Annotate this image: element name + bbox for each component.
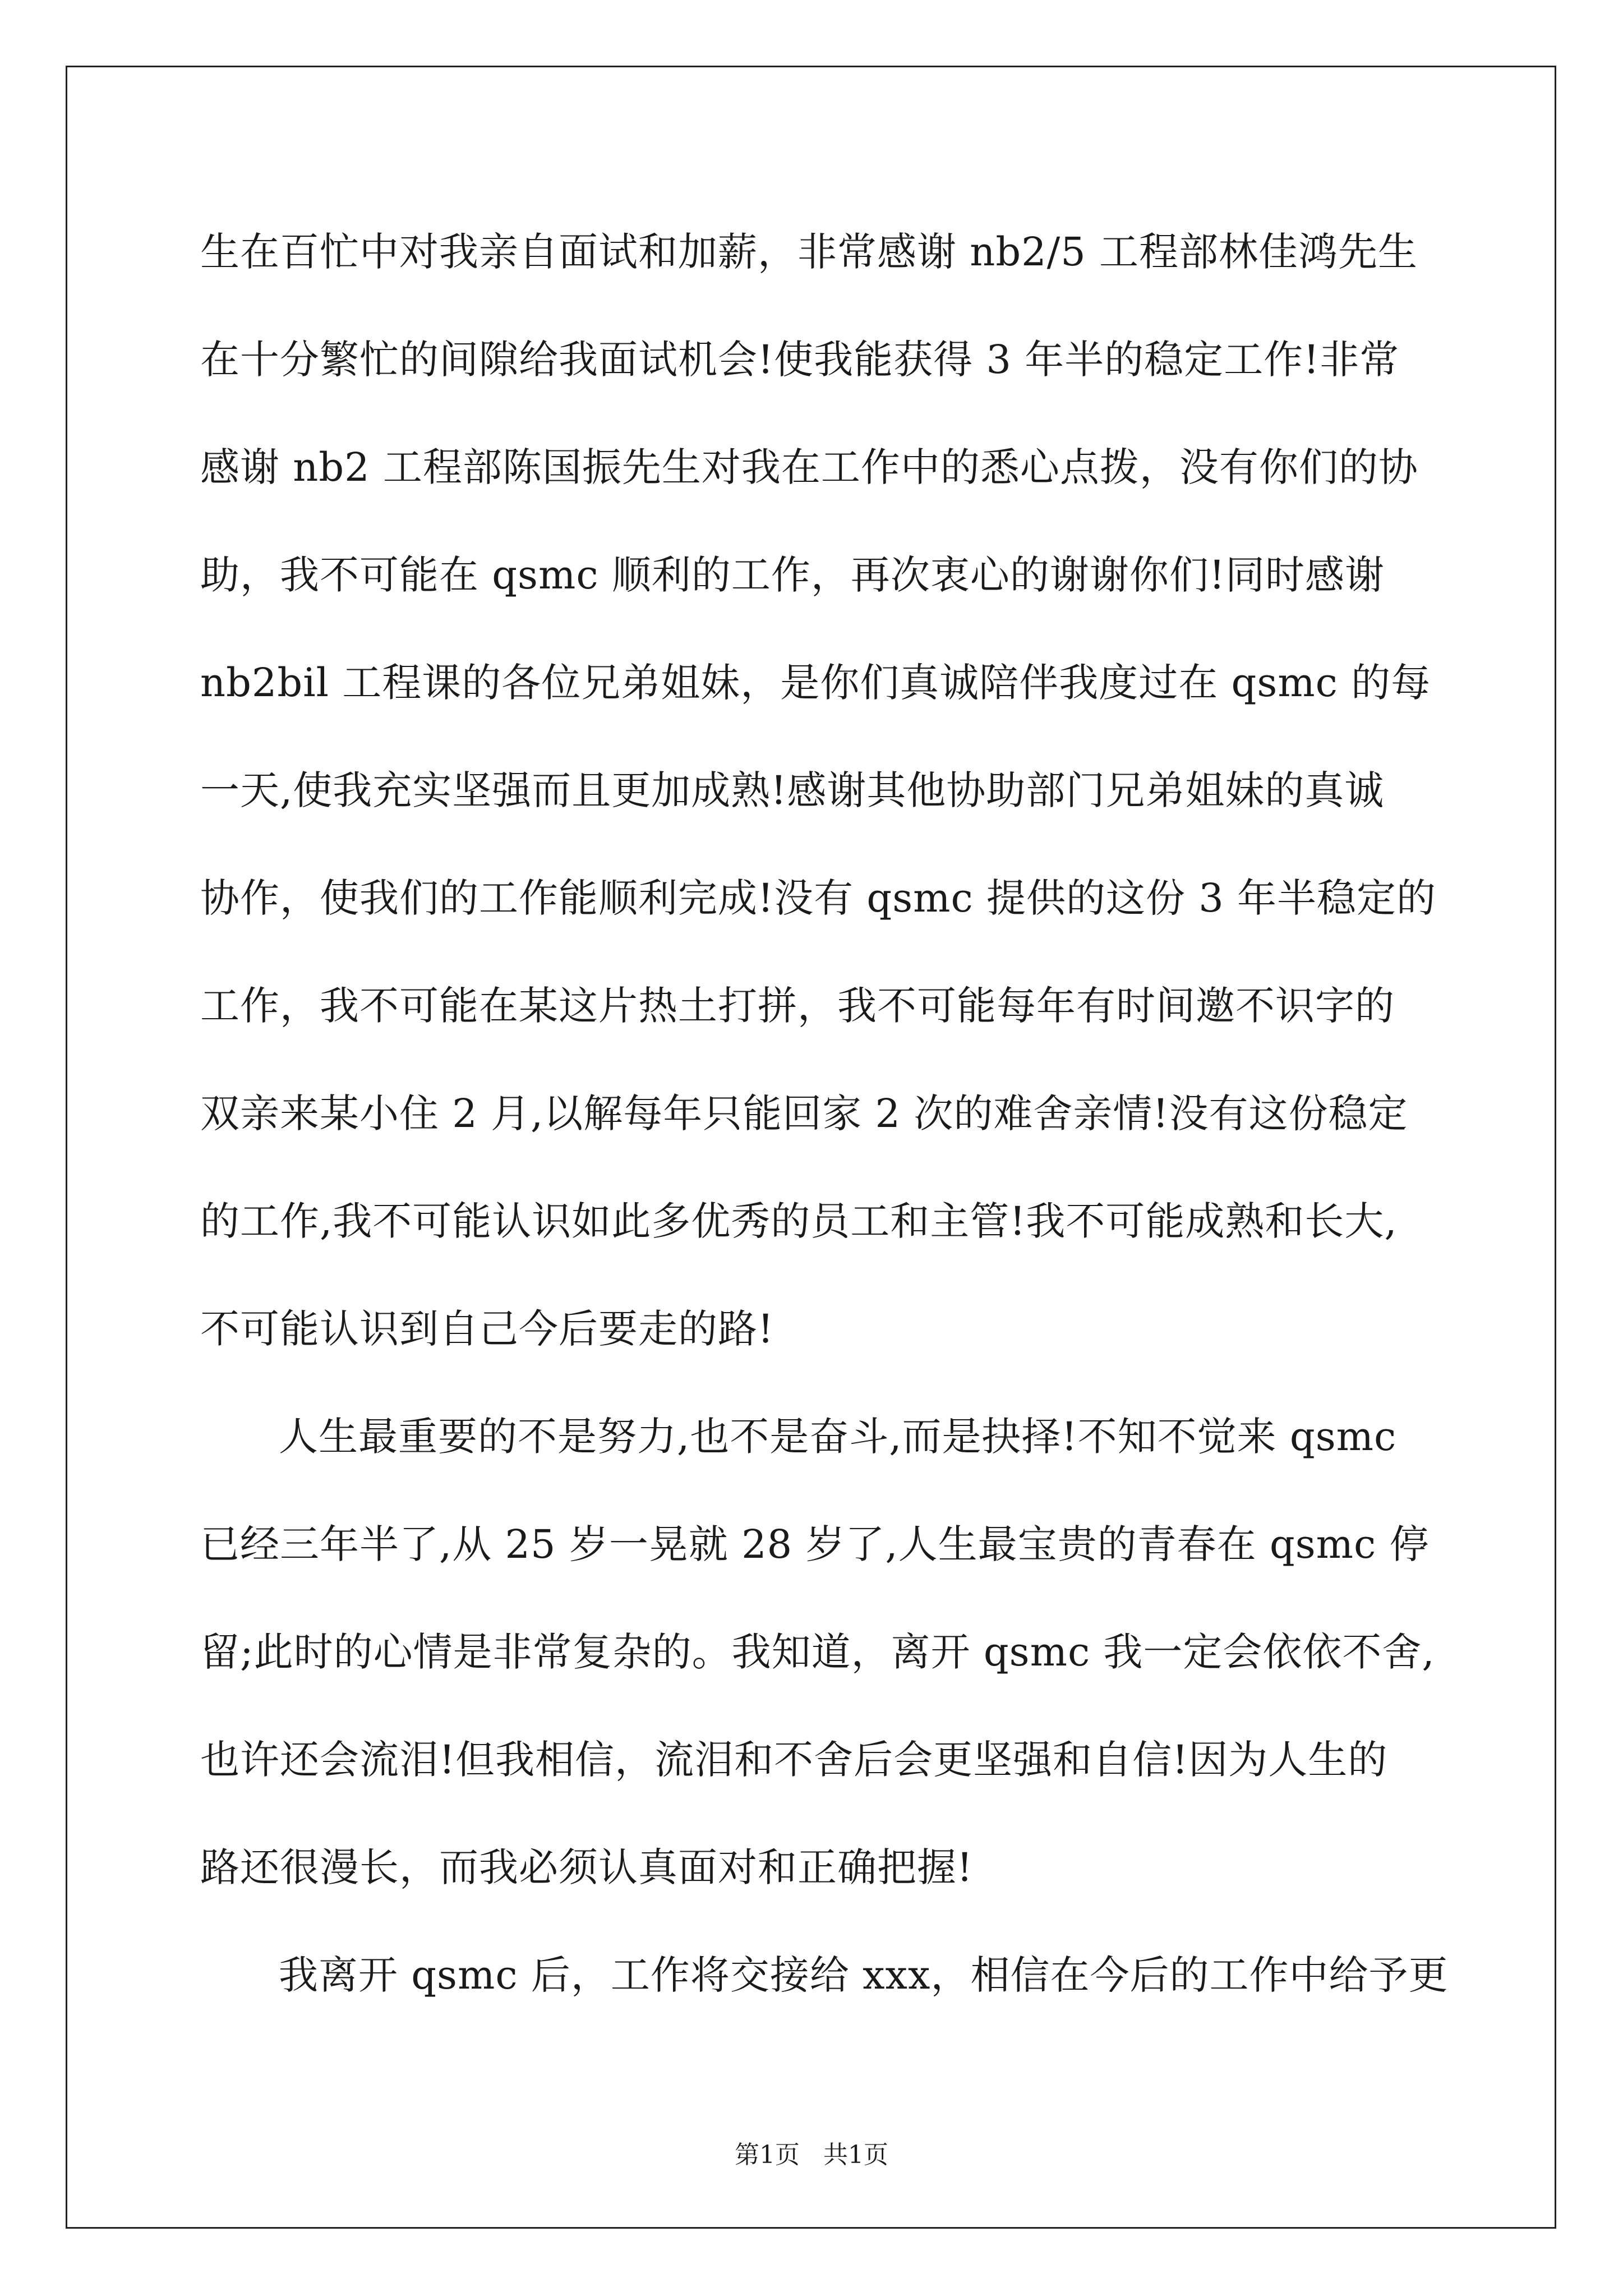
- text-line: 在十分繁忙的间隙给我面试机会!使我能获得 3 年半的稳定工作!非常: [200, 337, 1400, 383]
- text-line: 生在百忙中对我亲自面试和加薪，非常感谢 nb2/5 工程部林佳鸿先生: [200, 229, 1418, 275]
- text-line: 协作，使我们的工作能顺利完成!没有 qsmc 提供的这份 3 年半稳定的: [200, 875, 1436, 921]
- paragraph-start-line: 我离开 qsmc 后，工作将交接给 xxx，相信在今后的工作中给予更: [279, 1952, 1449, 1998]
- text-line: 留;此时的心情是非常复杂的。我知道，离开 qsmc 我一定会依依不舍,: [200, 1629, 1435, 1675]
- text-line: 感谢 nb2 工程部陈国振先生对我在工作中的悉心点拨，没有你们的协: [200, 444, 1418, 490]
- text-line: 一天,使我充实坚强而且更加成熟!感谢其他协助部门兄弟姐妹的真诚: [200, 767, 1385, 813]
- text-line: 工作，我不可能在某这片热土打拼，我不可能每年有时间邀不识字的: [200, 983, 1395, 1029]
- paragraph-start-line: 人生最重要的不是努力,也不是奋斗,而是抉择!不知不觉来 qsmc: [279, 1414, 1397, 1460]
- document-body: [200, 220, 1449, 2051]
- text-line: 双亲来某小住 2 月,以解每年只能回家 2 次的难舍亲情!没有这份稳定: [200, 1091, 1408, 1137]
- text-line: 不可能认识到自己今后要走的路!: [200, 1306, 774, 1352]
- text-line: 路还很漫长，而我必须认真面对和正确把握!: [200, 1844, 974, 1890]
- text-line: 也许还会流泪!但我相信，流泪和不舍后会更坚强和自信!因为人生的: [200, 1737, 1388, 1783]
- text-line: 助，我不可能在 qsmc 顺利的工作，再次衷心的谢谢你们!同时感谢: [200, 552, 1385, 598]
- text-line: nb2bil 工程课的各位兄弟姐妹，是你们真诚陪伴我度过在 qsmc 的每: [200, 660, 1431, 706]
- page-number-footer: 第1页 共1页: [735, 2141, 888, 2169]
- text-line: 已经三年半了,从 25 岁一晃就 28 岁了,人生最宝贵的青春在 qsmc 停: [200, 1521, 1430, 1567]
- text-line: 的工作,我不可能认识如此多优秀的员工和主管!我不可能成熟和长大,: [200, 1198, 1398, 1244]
